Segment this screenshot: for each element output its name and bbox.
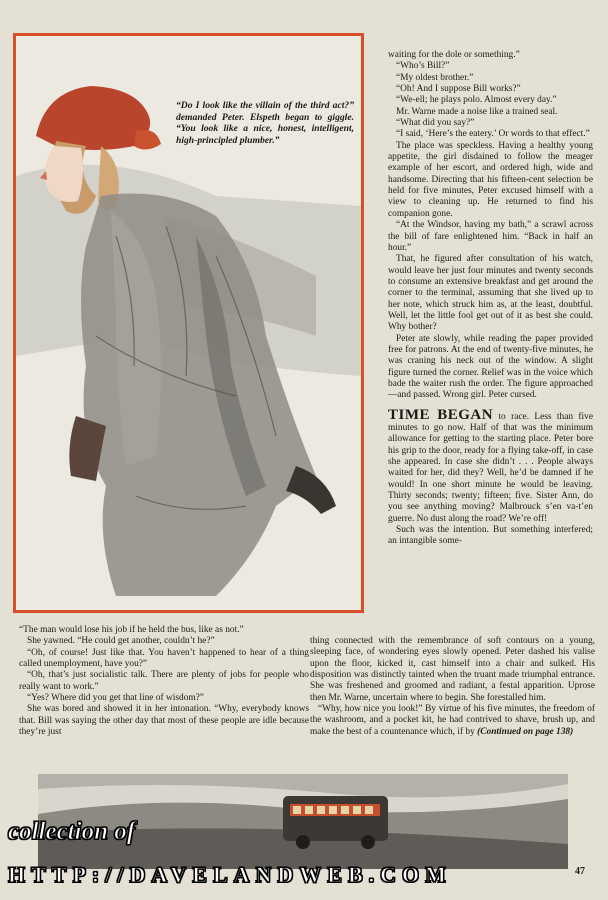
continued-note: (Continued on page 138): [477, 726, 574, 737]
paragraph: Mr. Warne made a noise like a trained seal.: [396, 106, 558, 117]
section-opening: [388, 406, 593, 525]
section-dropcap: TIME BEGAN: [388, 406, 494, 423]
paragraph: She yawned. “He could get another, couldn’t he?”: [27, 636, 215, 647]
paragraph: “The man would lose his job if he held the bus, like as not.”: [19, 625, 244, 635]
paragraph-text: “Why, how nice you look!” By virtue of his five minutes, the freedom of the washroom, and a pocket kit, he had contrived to shave, brush up, and make the best of a countenance which, if by: [310, 704, 595, 737]
paragraph: The place was speckless. Having a healthy young appetite, the girl disdained to follow the meager example of her escort, and ordered high, wide and handsome. Directing that his fifteen-cent selection be held for five minutes, Peter excused himself with a view to cleaning up. He returned to find his companion gone.: [388, 140, 593, 219]
illustration-caption: “Do I look like the villain of the third act?” demanded Peter. Elspeth began to giggle. “You look like a nice, honest, intelligent, high-principled plumber.”: [176, 100, 354, 146]
paragraph: “I said, ‘Here’s the eatery.’ Or words to that effect.”: [396, 129, 590, 140]
paragraph: “My oldest brother.”: [396, 72, 474, 83]
page-number: 47: [575, 866, 585, 877]
paragraph: Such was the intention. But something interfered; an intangible some-: [388, 525, 593, 547]
bottom-right-column: [310, 636, 595, 738]
paragraph: “Who’s Bill?”: [396, 61, 450, 72]
paragraph: “At the Windsor, having my bath,” a scrawl across the bill of fare enlightened him. “Back in half an hour.”: [388, 220, 593, 253]
paragraph: “Yes? Where did you get that line of wisdom?”: [27, 693, 204, 704]
paragraph: “We-ell; he plays polo. Almost every day.”: [396, 95, 557, 106]
paragraph: “Oh! And I suppose Bill works?”: [396, 84, 521, 95]
paragraph: waiting for the dole or something.”: [388, 50, 520, 60]
section-text: to race. Less than five minutes to go now. Half of that was the minimum allowance for getting to the starting place. Peter bore his grip to the door, ready for a flying take-off, in case she appeared. In case she didn’t . . . People always waited for her, did they? Well, he’d be damned if he would! In one short minute he would be leaving. Thirty seconds; twenty; fifteen; five. Sister Ann, do you see anything moving? Malbrouck s’en va-t’en guerre. No dust along the road? We’re off!: [388, 411, 593, 524]
paragraph: “What did you say?”: [396, 118, 475, 129]
watermark-line1: collection of: [8, 818, 136, 845]
illustration-frame: [13, 33, 364, 613]
paragraph: “Oh, that’s just socialistic talk. There are plenty of jobs for people who really want to work.”: [19, 670, 309, 692]
paragraph: She was bored and showed it in her intonation. “Why, everybody knows that. Bill was saying the other day that most of these people are idle because they’re just: [19, 704, 309, 738]
right-column: [388, 50, 593, 548]
bottom-left-column: [19, 625, 309, 738]
paragraph: Peter ate slowly, while reading the paper provided free for patrons. At the end of twenty-five minutes, he was craning his neck out of the window. A slight figure turned the corner. Relief was in the voice which bade the waiter rush the order. The figure approached—and passed. Wrong girl. Peter cursed.: [388, 333, 593, 401]
watermark-url: HTTP://DAVELANDWEB.COM: [8, 862, 452, 887]
paragraph: That, he figured after consultation of his watch, would leave her just four minutes and twenty seconds to consume an extensive breakfast and get around the corner to the terminal, assuming that she lived up to her note, which struck him as, at the least, doubtful. Well, let the little fool get out of it as best she could. Why bother?: [388, 254, 593, 333]
paragraph: [310, 704, 595, 738]
paragraph: thing connected with the remembrance of soft contours on a young, sleeping face, of wondering eyes slowly opened. Peter dashed his valise upon the floor, kicked it, cast himself into a chair and sulked. His disposition was distinctly tainted when the truant made triumphal entrance. She was freshened and groomed and radiant, a festal apparition. Uprose then Mr. Warne, uncertain where to begin. She forestalled him.: [310, 636, 595, 703]
paragraph: “Oh, of course! Just like that. You haven’t happened to hear of a thing called unemployment, have you?”: [19, 647, 309, 670]
